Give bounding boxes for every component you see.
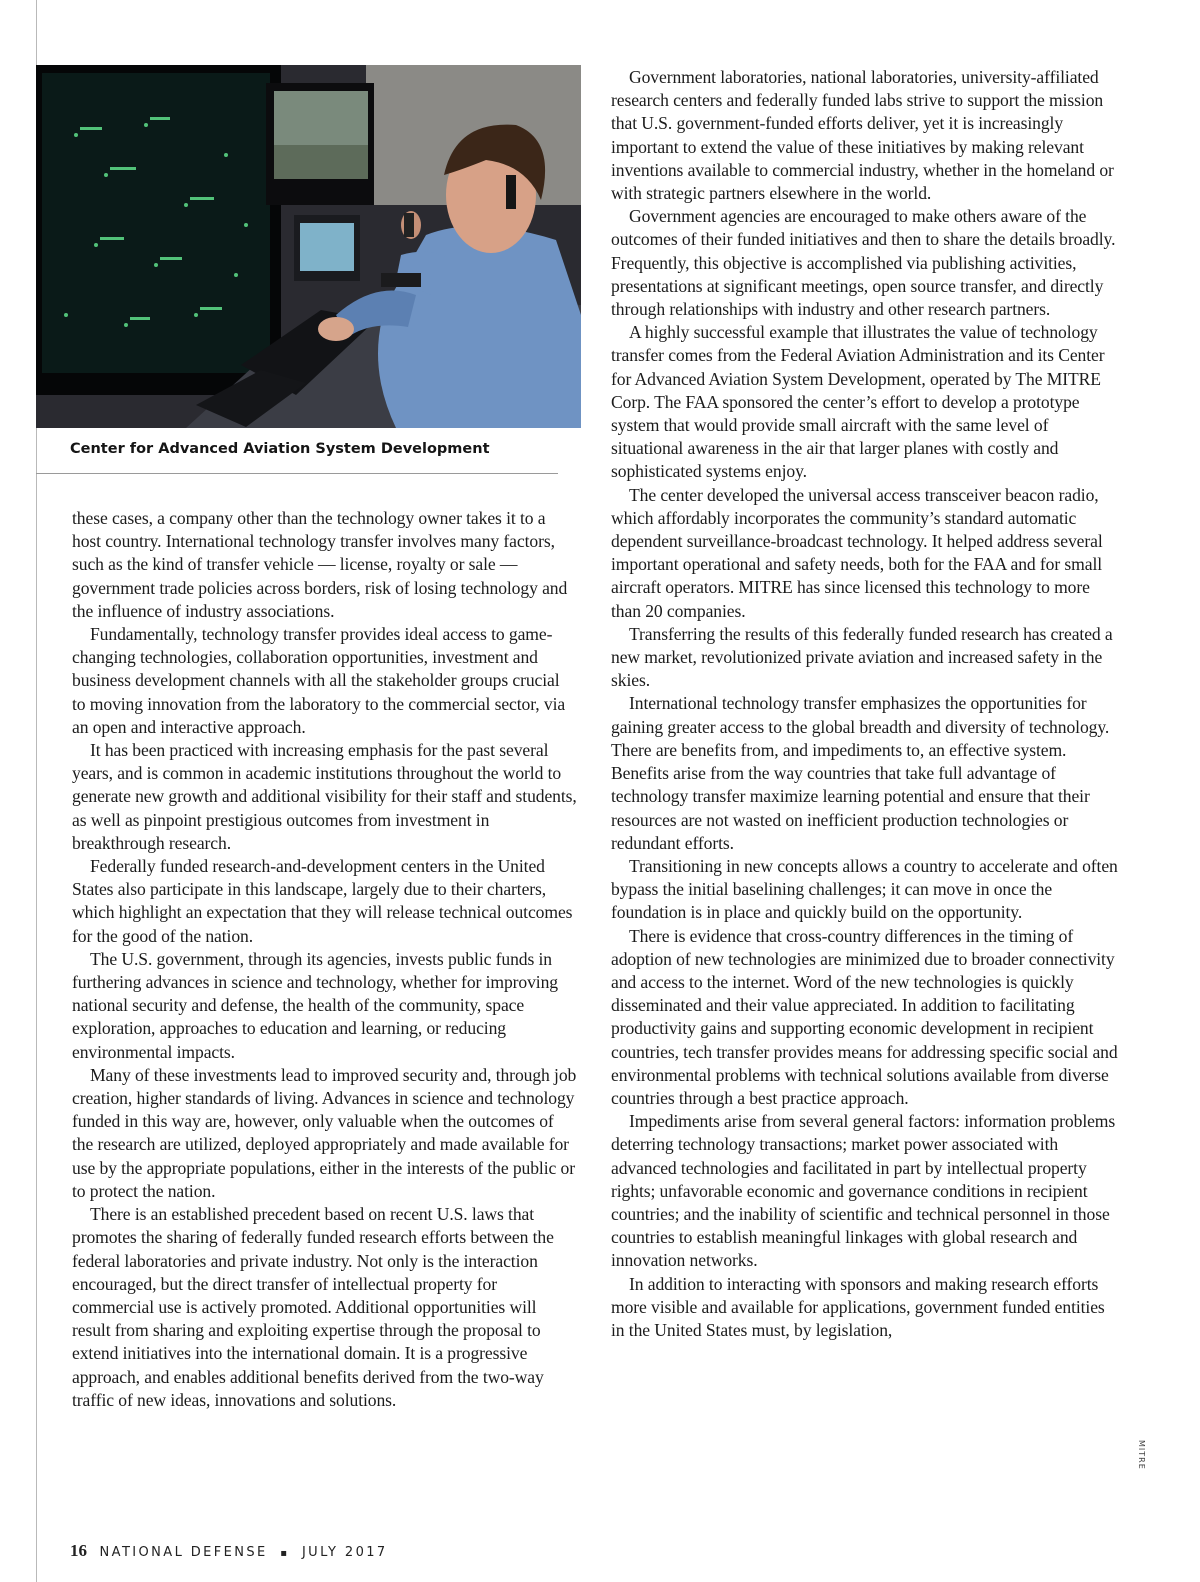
page-number: 16 bbox=[70, 1541, 87, 1560]
paragraph: International technology transfer emphasizes the opportunities for gaining greater access to the global breadth and diversity of technology. There are benefits from, and impediments to, an effective system. Benefits arise from the way countries that take full advantage of technology transfer maximize learning potential and ensure that their resources are not wasted on inefficient production technologies or redundant efforts. bbox=[611, 693, 1110, 853]
paragraph: Government laboratories, national laboratories, university-affiliated research centers and federally funded labs strive to support the mission that U.S. government-funded efforts deliver, yet it is increasingly important to extend the value of these initiatives by making relevant inventions available to commercial industry, whether in the homeland or with strategic partners elsewhere in the world. bbox=[611, 67, 1114, 204]
paragraph: Government agencies are encouraged to make others aware of the outcomes of their funded initiatives and then to share the details broadly. Frequently, this objective is accomplished via publishing activities, presentations at significant meetings, open source transfer, and directly through relationships with industry and other research partners. bbox=[611, 206, 1116, 320]
article-column-right bbox=[611, 66, 1121, 1342]
paragraph: Transferring the results of this federally funded research has created a new market, revolutionized private aviation and increased safety in the skies. bbox=[611, 623, 1113, 691]
paragraph: Fundamentally, technology transfer provides ideal access to game-changing technologies, collaboration opportunities, investment and business development channels with all the stakeholder groups crucial to moving innovation from the laboratory to the commercial sector, via an open and interactive approach. bbox=[72, 624, 566, 737]
paragraph: Transitioning in new concepts allows a country to accelerate and often bypass the initial baselining challenges; it can move in once the foundation is in place and quickly build on the opportunity. bbox=[611, 855, 1118, 923]
paragraph: Federally funded research-and-development centers in the United States also participate in this landscape, largely due to their charters, which highlight an expectation that they will release technical outcomes for the good of the nation. bbox=[72, 856, 573, 946]
paragraph: The U.S. government, through its agencies, invests public funds in furthering advances in science and technology, whether for improving national security and defense, the health of the community, space exploration, approaches to education and learning, or reducing environmental impacts. bbox=[72, 948, 558, 1062]
paragraph: It has been practiced with increasing emphasis for the past several years, and is common in academic institutions throughout the world to generate new growth and additional visibility for their staff and students, as well as pinpoint prestigious outcomes from investment in breakthrough research. bbox=[72, 740, 577, 853]
footer-separator: ▪ bbox=[280, 1548, 290, 1559]
publication-name: NATIONAL DEFENSE bbox=[99, 1545, 268, 1560]
caption-divider bbox=[36, 473, 558, 474]
paragraph: A highly successful example that illustrates the value of technology transfer comes from the Federal Aviation Administration and its Center for Advanced Aviation System Development, operated by The MITRE Corp. The FAA sponsored the center’s effort to develop a prototype system that would provide small aircraft with the same level of situational awareness in the air that larger planes with costly and sophisticated systems enjoy. bbox=[611, 322, 1105, 482]
article-photo bbox=[36, 65, 581, 428]
article-column-left bbox=[72, 507, 577, 1412]
paragraph: In addition to interacting with sponsors and making research efforts more visible and available for applications, government funded entities in the United States must, by legislation, bbox=[611, 1273, 1105, 1340]
page-footer bbox=[70, 1541, 388, 1561]
paragraph: these cases, a company other than the technology owner takes it to a host country. International technology transfer involves many factors, such as the kind of transfer vehicle — license, royalty or sale — government trade policies across borders, risk of losing technology and the influence of industry associations. bbox=[72, 508, 568, 621]
paragraph: Many of these investments lead to improved security and, through job creation, higher standards of living. Advances in science and technology funded in this way are, however, only valuable when the outcomes of the research are utilized, deployed appropriately and made available for use by the appropriate populations, either in the interests of the public or to protect the nation. bbox=[72, 1064, 577, 1201]
paragraph: The center developed the universal access transceiver beacon radio, which affordably incorporates the community’s standard automatic dependent surveillance-broadcast technology. It helped address several important operational and safety needs, both for the FAA and for small aircraft operators. MITRE has since licensed this technology to more than 20 companies. bbox=[611, 484, 1103, 621]
paragraph: Impediments arise from several general factors: information problems deterring technology transactions; market power associated with advanced technologies and facilitated in part by intellectual property rights; unfavorable economic and governance conditions in recipient countries; and the inability of scientific and technical personnel in those countries to establish meaningful linkages with global research and innovation networks. bbox=[611, 1111, 1116, 1271]
photo-credit: MITRE bbox=[1137, 1440, 1146, 1470]
photo-caption: Center for Advanced Aviation System Development bbox=[70, 441, 490, 457]
paragraph: There is evidence that cross-country differences in the timing of adoption of new technologies are minimized due to broader connectivity and access to the internet. Word of the new technologies is quickly disseminated and their value appreciated. In addition to facilitating productivity gains and supporting economic development in recipient countries, tech transfer provides means for addressing specific social and environmental problems with technical solutions available from diverse countries through a best practice approach. bbox=[611, 925, 1118, 1108]
issue-date: JULY 2017 bbox=[301, 1545, 388, 1560]
controller-workstation-illustration bbox=[36, 65, 581, 428]
paragraph: There is an established precedent based on recent U.S. laws that promotes the sharing of federally funded research efforts between the federal laboratories and private industry. Not only is the interaction encouraged, but the direct transfer of intellectual property for commercial use is actively promoted. Additional opportunities will result from sharing and exploiting expertise through the proposal to extend initiatives into the international domain. It is a progressive approach, and enables additional benefits derived from the two-way traffic of new ideas, innovations and solutions. bbox=[72, 1204, 554, 1410]
